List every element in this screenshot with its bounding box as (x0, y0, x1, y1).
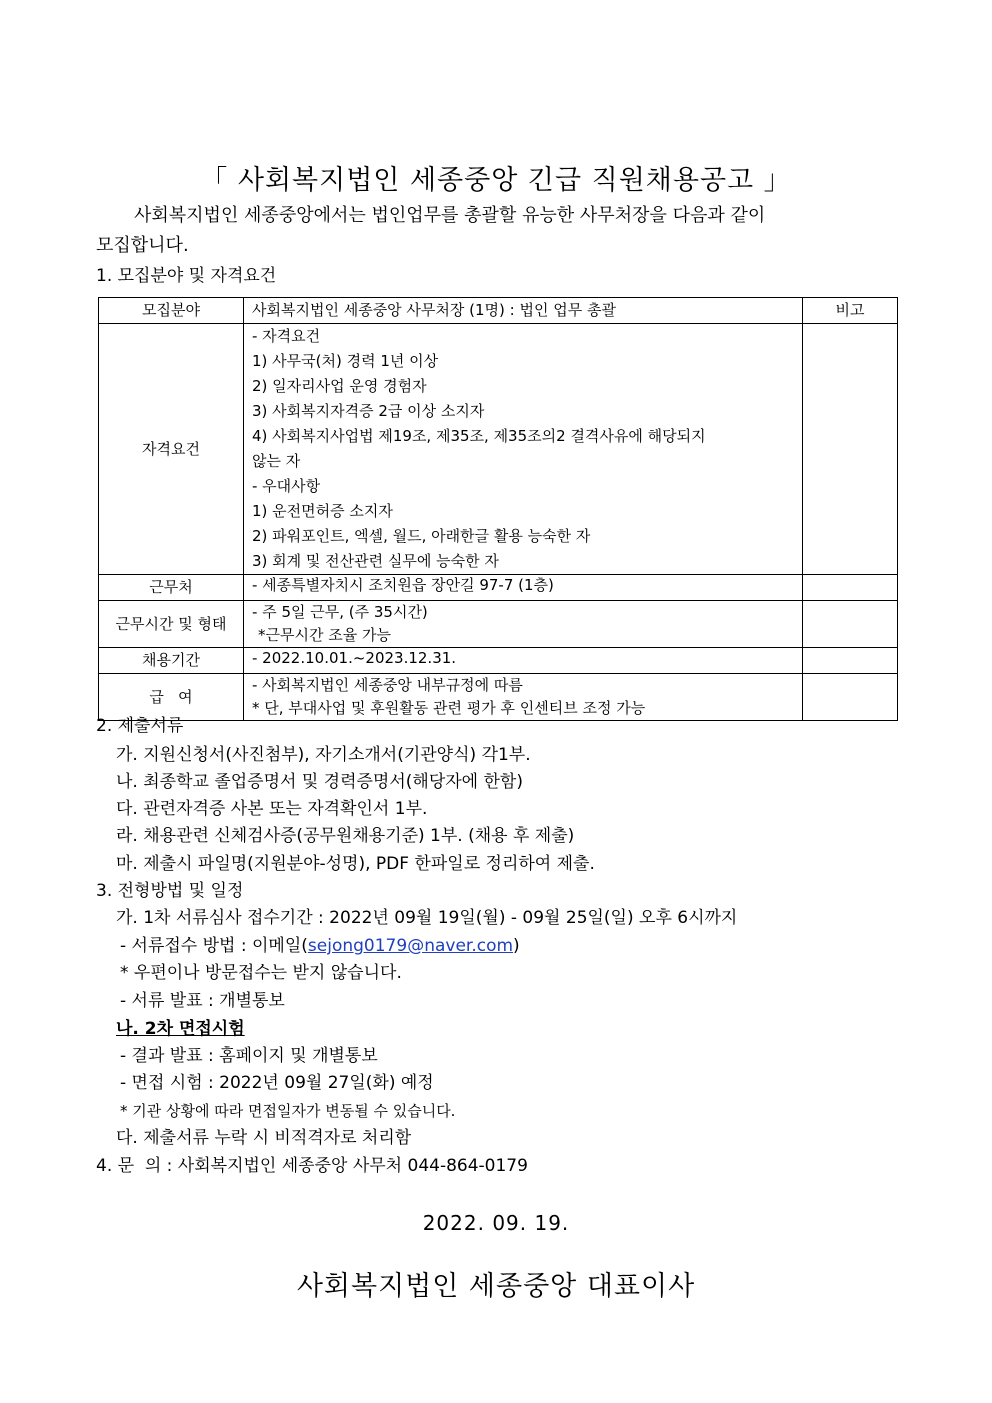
document-result: - 서류 발표 : 개별통보 (120, 991, 285, 1011)
submission-item: 마. 제출시 파일명(지원분야-성명), PDF 한파일로 정리하여 제출. (116, 854, 595, 874)
submission-item: 라. 채용관련 신체검사증(공무원채용기준) 1부. (채용 후 제출) (116, 826, 575, 846)
contact-line: 4. 문 의 : 사회복지법인 세종중앙 사무처 044-864-0179 (96, 1156, 528, 1176)
table-row-workplace (99, 575, 898, 601)
table-row-hours (99, 601, 898, 648)
qualification-label: 자격요건 (99, 324, 244, 575)
workplace-label: 근무처 (99, 575, 244, 601)
email-suffix: ) (513, 936, 520, 956)
submission-item: 다. 관련자격증 사본 또는 자격확인서 1부. (116, 799, 428, 819)
note-cell (803, 601, 898, 648)
qualification-line: - 자격요건 (252, 327, 321, 345)
note-cell (803, 674, 898, 721)
missing-documents-note: 다. 제출서류 누락 시 비적격자로 처리함 (116, 1128, 412, 1148)
qualification-line: 1) 운전면허증 소지자 (252, 502, 393, 520)
recruitment-table (98, 297, 898, 721)
table-row-qualification (99, 324, 898, 575)
no-mail-note: * 우편이나 방문접수는 받지 않습니다. (120, 963, 402, 983)
period-label: 채용기간 (99, 648, 244, 674)
email-prefix: - 서류접수 방법 : 이메일( (120, 936, 308, 956)
note-cell (803, 575, 898, 601)
interview-date: - 면접 시험 : 2022년 09월 27일(화) 예정 (120, 1073, 434, 1093)
signature: 사회복지법인 세종중앙 대표이사 (296, 1271, 696, 1302)
intro-line-1: 사회복지법인 세종중앙에서는 법인업무를 총괄할 유능한 사무처장을 다음과 같이 (134, 205, 766, 226)
qualification-line: 4) 사회복지사업법 제19조, 제35조, 제35조의2 결격사유에 해당되지 (252, 427, 706, 445)
section-2-heading: 2. 제출서류 (96, 716, 184, 736)
table-row-period (99, 648, 898, 674)
period-value: - 2022.10.01.~2023.12.31. (244, 648, 803, 674)
section-1-heading: 1. 모집분야 및 자격요건 (96, 266, 277, 286)
submission-item: 가. 지원신청서(사진첨부), 자기소개서(기관양식) 각1부. (116, 745, 531, 765)
first-screening: 가. 1차 서류심사 접수기간 : 2022년 09월 19일(월) - 09월 25일(일) 오후 6시까지 (116, 908, 738, 928)
page-title: 「 사회복지법인 세종중앙 긴급 직원채용공고 」 (200, 165, 792, 196)
qualification-line: - 우대사항 (252, 477, 321, 495)
notice-date: 2022. 09. 19. (422, 1211, 570, 1235)
workplace-value: - 세종특별자치시 조치원읍 장안길 97-7 (1층) (244, 575, 803, 601)
salary-line-1: - 사회복지법인 세종중앙 내부규정에 따름 (252, 676, 523, 694)
note-cell (803, 648, 898, 674)
qualification-list (244, 324, 803, 575)
hours-label: 근무시간 및 형태 (99, 601, 244, 648)
salary-label: 급 여 (99, 674, 244, 721)
note-cell (803, 324, 898, 575)
table-row-field (99, 298, 898, 324)
qualification-line: 않는 자 (252, 452, 301, 470)
field-value: 사회복지법인 세종중앙 사무처장 (1명) : 법인 업무 총괄 (244, 298, 803, 324)
qualification-line: 2) 일자리사업 운영 경험자 (252, 377, 427, 395)
qualification-line: 2) 파워포인트, 엑셀, 월드, 아래한글 활용 능숙한 자 (252, 527, 591, 545)
salary-value (244, 674, 803, 721)
qualification-line: 3) 회계 및 전산관련 실무에 능숙한 자 (252, 552, 499, 570)
intro-line-2: 모집합니다. (96, 235, 189, 256)
hours-value (244, 601, 803, 648)
schedule-change-note: * 기관 상황에 따라 면접일자가 변동될 수 있습니다. (120, 1102, 456, 1120)
email-line (120, 935, 520, 957)
email-link[interactable]: sejong0179@naver.com (307, 936, 514, 956)
note-header: 비고 (803, 298, 898, 324)
submission-item: 나. 최종학교 졸업증명서 및 경력증명서(해당자에 한함) (116, 772, 523, 792)
hours-line-2: *근무시간 조율 가능 (258, 626, 391, 644)
field-label: 모집분야 (99, 298, 244, 324)
result-announcement: - 결과 발표 : 홈페이지 및 개별통보 (120, 1046, 378, 1066)
salary-line-2: * 단, 부대사업 및 후원활동 관련 평가 후 인센티브 조정 가능 (252, 699, 646, 717)
qualification-line: 1) 사무국(처) 경력 1년 이상 (252, 352, 439, 370)
table-row-salary (99, 674, 898, 721)
second-interview-heading: 나. 2차 면접시험 (116, 1019, 245, 1039)
section-3-heading: 3. 전형방법 및 일정 (96, 881, 244, 901)
hours-line-1: - 주 5일 근무, (주 35시간) (252, 603, 428, 621)
qualification-line: 3) 사회복지자격증 2급 이상 소지자 (252, 402, 485, 420)
